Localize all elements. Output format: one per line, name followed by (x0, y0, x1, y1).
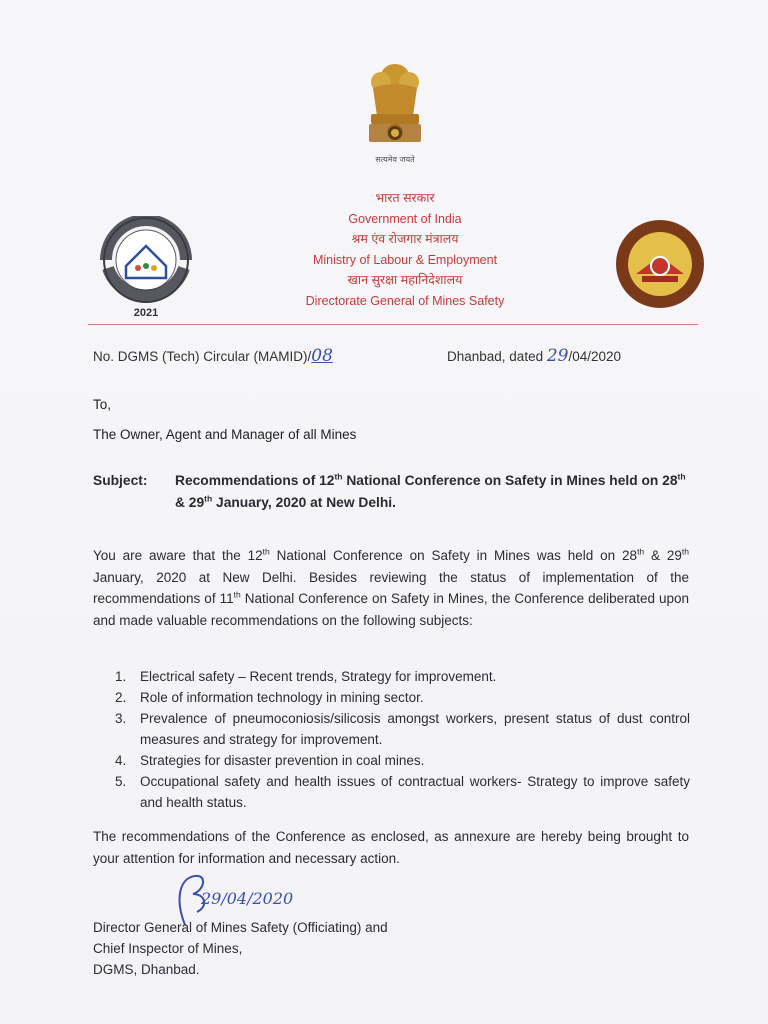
emblem-motto: सत्यमेव जयते (375, 155, 415, 164)
header-line-hindi-govt: भारत सरकार (375, 191, 435, 205)
date-prefix: Dhanbad, dated (447, 349, 547, 364)
subject-text: Recommendations of 12th National Conference on Safety in Mines held on 28th & 29th January, 2020 at New Delhi. (175, 471, 686, 510)
recipient: The Owner, Agent and Manager of all Mines (93, 427, 357, 442)
header-line-hindi-dgms: खान सुरक्षा महानिदेशालय (347, 273, 463, 287)
header-line-dgms: Directorate General of Mines Safety (305, 293, 505, 308)
intro-paragraph: You are aware that the 12th National Conference on Safety in Mines was held on 28th & 29th January, 2020 at New Delhi. Besides reviewing the status of implementation of the recommendations of 11th National Conference on Safety in Mines, the Conference deliberated upon and made valuable recommendations on the following subjects: (93, 546, 689, 628)
list-item: 5. Occupational safety and health issues of contractual workers- Strategy to improve safety and health status. (115, 774, 690, 810)
closing-paragraph: The recommendations of the Conference as enclosed, as annexure are hereby being brought to your attention for information and necessary action. (93, 829, 689, 866)
header-line-ministry: Ministry of Labour & Employment (312, 252, 498, 267)
letterhead (260, 188, 550, 311)
list-item: 1. Electrical safety – Recent trends, Strategy for improvement. (115, 669, 497, 684)
salutation-to: To, (93, 397, 112, 412)
signatory-line-3: DGMS, Dhanbad. (93, 962, 200, 977)
circular-number (93, 346, 333, 366)
circular-number-handwritten: 08 (311, 346, 333, 366)
list-item: 4. Strategies for disaster prevention in coal mines. (115, 753, 425, 768)
subject-label: Subject: (93, 473, 148, 488)
date-suffix: /04/2020 (568, 349, 622, 364)
signatory-line-2: Chief Inspector of Mines, (93, 941, 243, 956)
header-line-hindi-ministry: श्रम एंव रोजगार मंत्रालय (351, 232, 459, 246)
circular-date (447, 346, 621, 366)
signatory-line-1: Director General of Mines Safety (Officiating) and (93, 920, 388, 935)
signatory-block (93, 917, 388, 980)
header-divider (88, 324, 698, 325)
census-year: 2021 (133, 307, 159, 319)
signature-date: 29/04/2020 (201, 889, 294, 908)
header-line-govt: Government of India (348, 211, 462, 226)
census-2021-logo-icon (100, 216, 192, 320)
list-item: 2. Role of information technology in mining sector. (115, 690, 424, 705)
subjects-list (115, 666, 690, 813)
date-handwritten: 29 (546, 346, 569, 366)
list-item: 3. Prevalence of pneumoconiosis/silicosis amongst workers, present status of dust control measures and strategy for improvement. (115, 711, 690, 747)
dgms-seal-icon (614, 218, 706, 310)
circular-number-prefix: No. DGMS (Tech) Circular (MAMID)/ (93, 349, 312, 364)
